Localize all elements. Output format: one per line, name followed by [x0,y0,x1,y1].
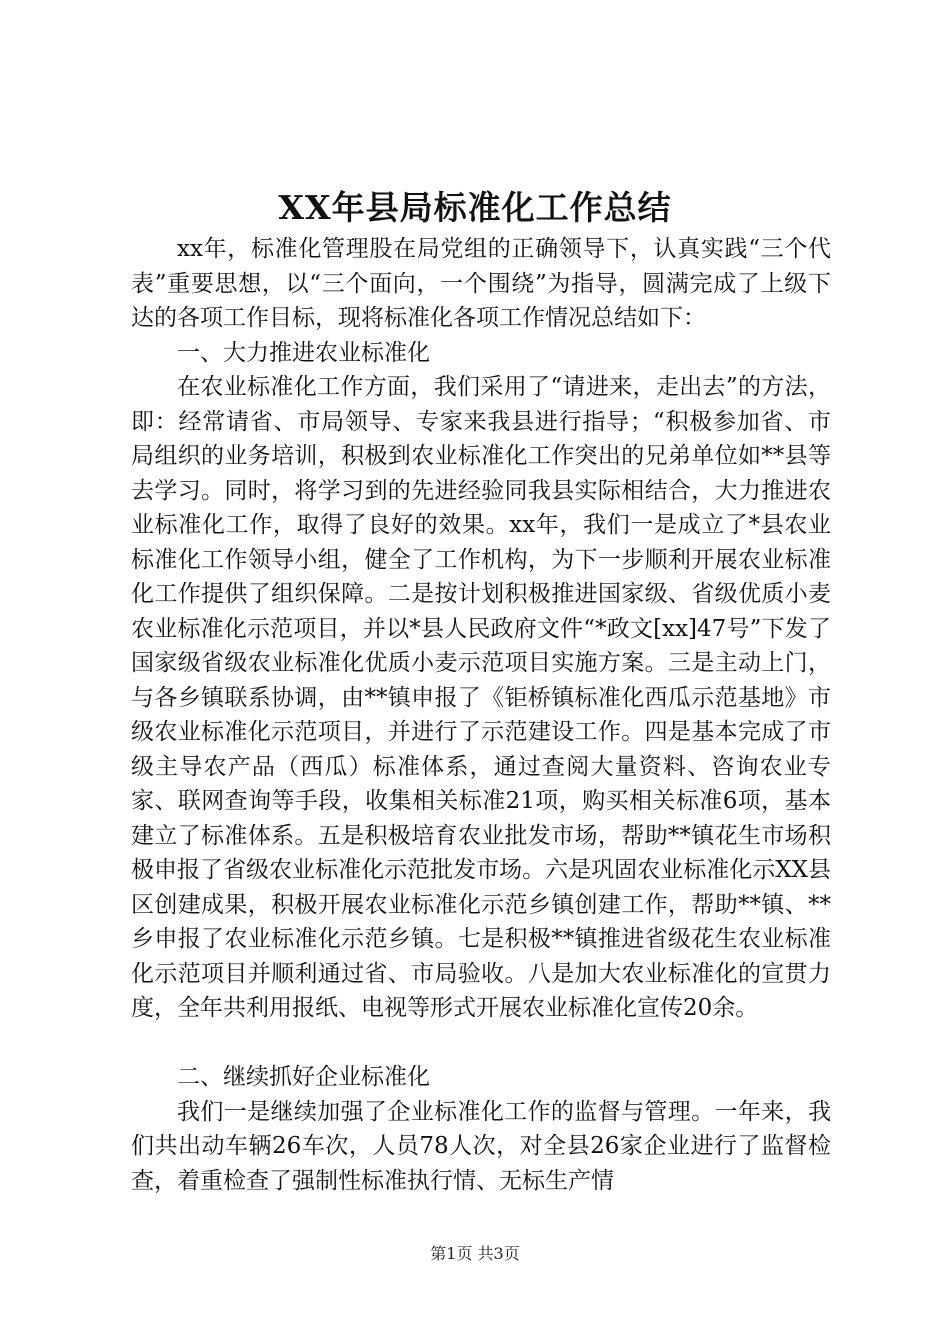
section-heading-1: 一、大力推进农业标准化 [177,339,430,366]
section-heading-2: 二、继续抓好企业标准化 [177,1064,430,1090]
page-footer: 第1页 共3页 [430,1244,520,1263]
intro-paragraph: xx年，标准化管理股在局党组的正确领导下，认真实践“三个代表”重要思想，以“三个面向，一个围绕”为指导，圆满完成了上级下达的各项工作目标，现将标准化各项工作情况总结如下： [131,236,831,331]
section-2-paragraph: 我们一是继续加强了企业标准化工作的监督与管理。一年来，我们共出动车辆26车次，人员78人次，对全县26家企业进行了监督检查，着重检查了强制性标准执行情、无标生产情 [131,1098,831,1194]
document-body [131,232,831,1198]
document-title: XX年县局标准化工作总结 [278,188,672,227]
section-1-paragraph: 在农业标准化工作方面，我们采用了“请进来，走出去”的方法，即：经常请省、市局领导、专家来我县进行指导；“积极参加省、市局组织的业务培训，积极到农业标准化工作突出的兄弟单位如**县等去学习。同时，将学习到的先进经验同我县实际相结合，大力推进农业标准化工作，取得了良好的效果。xx年，我们一是成立了*县农业标准化工作领导小组，健全了工作机构，为下一步顺利开展农业标准化工作提供了组织保障。二是按计划积极推进国家级、省级优质小麦农业标准化示范项目，并以*县人民政府文件“*政文[xx]47号”下发了国家级省级农业标准化优质小麦示范项目实施方案。三是主动上门，与各乡镇联系协调，由**镇申报了《钜桥镇标准化西瓜示范基地》市级农业标准化示范项目，并进行了示范建设工作。四是基本完成了市级主导农产品（西瓜）标准体系，通过查阅大量资料、咨询农业专家、联网查询等手段，收集相关标准21项，购买相关标准6项，基本建立了标准体系。五是积极培育农业批发市场，帮助**镇花生市场积极申报了省级农业标准化示范批发市场。六是巩固农业标准化示XX县区创建成果，积极开展农业标准化示范乡镇创建工作，帮助**镇、**乡申报了农业标准化示范乡镇。七是积极**镇推进省级花生农业标准化示范项目并顺利通过省、市局验收。八是加大农业标准化的宣贯力度，全年共利用报纸、电视等形式开展农业标准化宣传20余。 [131,374,831,1021]
